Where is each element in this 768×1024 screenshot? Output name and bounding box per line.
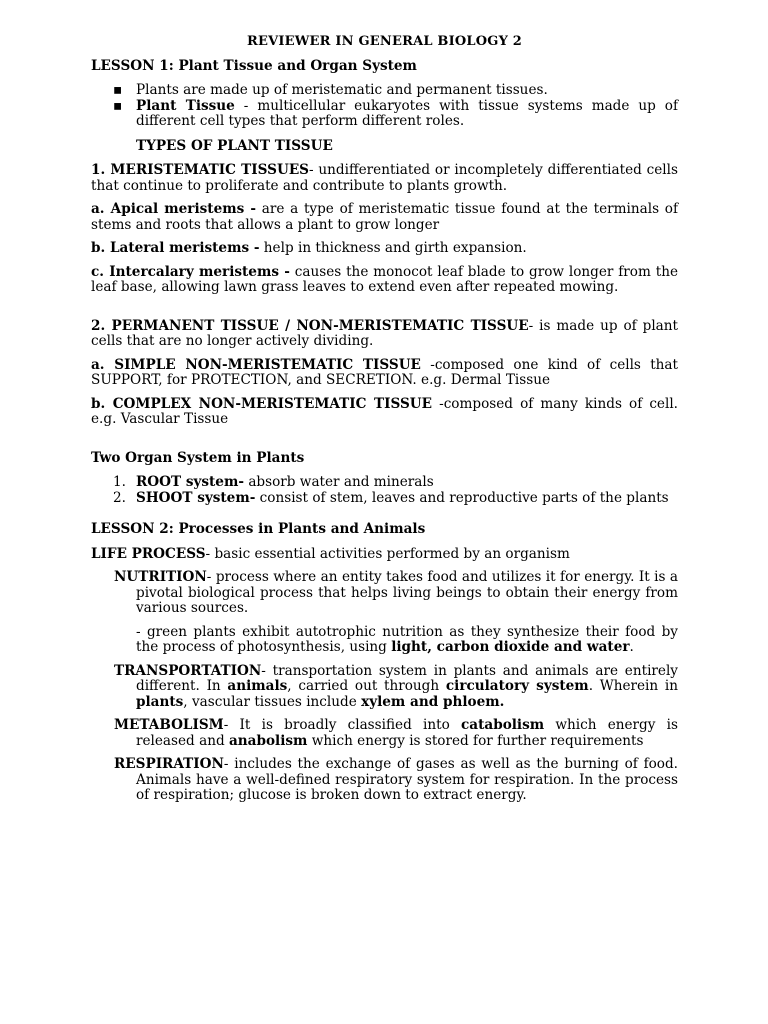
emphasis: light, carbon dioxide and water [391,639,630,655]
nutrition-paragraph [91,570,678,617]
definition: causes the monocot leaf blade to grow longer from the leaf base, allowing lawn grass leaves to extend even after repeated mowing. [91,263,679,295]
term: LIFE PROCESS [91,545,206,562]
nutrition-subparagraph [91,625,678,656]
organ-system-heading: Two Organ System in Plants [91,449,305,466]
text-run: - green plants exhibit autotrophic nutrition as they synthesize their food by the process of photosynthesis, using [136,623,678,655]
term: ROOT system- [136,474,244,490]
text-run: - transportation system in plants and animals are entirely different. In [136,662,678,694]
intercalary-paragraph [91,265,678,296]
permanent-paragraph [91,319,678,350]
text-run: which energy is stored for further requirements [307,732,644,749]
term: TRANSPORTATION [114,662,262,679]
bullet-term: Plant Tissue [136,97,235,114]
term: SHOOT system- [136,489,256,506]
lesson2-heading: LESSON 2: Processes in Plants and Animals [91,521,426,537]
lateral-paragraph [91,241,678,257]
definition: absorb water and minerals [244,474,434,490]
definition: consist of stem, leaves and reproductive parts of the plants [255,489,669,506]
document-body [91,34,678,812]
emphasis: anabolism [228,732,308,749]
transportation-paragraph [91,664,678,711]
list-item [91,83,678,99]
respiration-paragraph [91,757,678,804]
emphasis: plants [136,693,184,710]
life-process-paragraph [91,547,678,563]
meristematic-paragraph [91,163,678,194]
simple-paragraph [91,358,678,389]
term: b. Lateral meristems - [91,240,260,256]
spacer [91,304,678,319]
spacer [91,436,678,451]
lesson1-bullet-list [91,83,678,130]
term: 2. PERMANENT TISSUE / NON-MERISTEMATIC TISSUE [91,317,529,334]
term: METABOLISM [114,717,224,733]
definition: -composed one kind of cells that SUPPORT, for PROTECTION, and SECRETION. e.g. Dermal Tissue [91,356,678,388]
document-title: REVIEWER IN GENERAL BIOLOGY 2 [246,34,523,49]
term: NUTRITION [114,569,207,585]
term: RESPIRATION [114,756,224,772]
list-item [91,491,678,507]
term: b. COMPLEX NON-MERISTEMATIC TISSUE [91,395,433,412]
list-number: 2. [113,489,126,506]
definition: help in thickness and girth expansion. [259,240,527,256]
list-number: 1. [113,474,126,490]
square-bullet-icon: ▪ [113,82,123,98]
bullet-text: - multicellular eukaryotes with tissue systems made up of different cell types that perform different roles. [136,97,678,129]
lesson1-heading: LESSON 1: Plant Tissue and Organ System [91,57,417,74]
term: a. SIMPLE NON-MERISTEMATIC TISSUE [91,356,421,373]
complex-paragraph [91,397,678,428]
text-run: - It is broadly classified into [223,717,462,733]
definition: - basic essential activities performed by an organism [205,545,570,562]
emphasis: animals [227,678,288,694]
definition: - is made up of plant cells that are no longer actively dividing. [91,317,679,349]
text-run: which energy is released and [136,717,678,749]
organ-system-list [91,475,678,506]
text-run: . [629,639,634,655]
emphasis: circulatory system [445,678,589,694]
bullet-text: Plants are made up of meristematic and permanent tissues. [136,82,548,98]
term: 1. MERISTEMATIC TISSUES [91,162,309,178]
term: a. Apical meristems - [91,201,257,217]
apical-paragraph [91,202,678,233]
metabolism-paragraph [91,718,678,749]
list-item [91,475,678,491]
definition: -composed of many kinds of cell. e.g. Vascular Tissue [91,395,678,427]
list-item [91,99,678,130]
term: c. Intercalary meristems - [91,263,290,280]
types-heading: TYPES OF PLANT TISSUE [136,137,333,154]
emphasis: xylem and phloem. [361,693,505,710]
square-bullet-icon: ▪ [113,97,123,114]
definition: - undifferentiated or incompletely differentiated cells that continue to proliferate and contribute to plants growth. [91,162,678,194]
definition: - process where an entity takes food and utilizes it for energy. It is a pivotal biological process that helps living beings to obtain their energy from various sources. [136,569,678,616]
text-run: , vascular tissues include [183,693,362,710]
text-run: . Wherein in [588,678,678,694]
emphasis: catabolism [461,717,545,733]
text-run: , carried out through [287,678,446,694]
definition: are a type of meristematic tissue found at the terminals of stems and roots that allows a plant to grow longer [91,201,678,233]
definition: - includes the exchange of gases as well as the burning of food. Animals have a well-defined respiratory system for respiration. In the process of respiration; glucose is broken down to extract energy. [136,756,678,803]
